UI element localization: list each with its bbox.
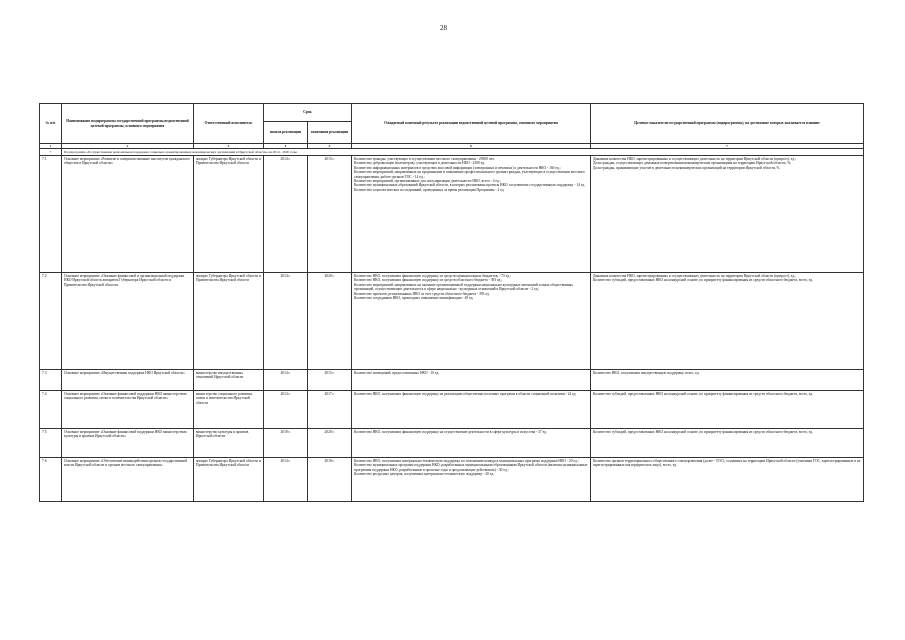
page-number: 28 [440, 24, 447, 32]
measure-name: Основное мероприятие «Оказание финансовой поддержки НКО министерством социального развития, опеки и попечительства Иркутской области» [62, 391, 194, 429]
header-term: Срок [264, 104, 352, 122]
measure-name: Основное мероприятие «Оказание финансовой и организационной поддержки НКО Иркутской области аппаратом Губернатора Иркутской области и Правительства Иркутской области» [62, 273, 194, 370]
end-date: 2020 г. [308, 429, 352, 458]
start-date: 2014 г. [264, 156, 308, 273]
col-number: 6 [352, 144, 591, 149]
table-row [40, 156, 864, 273]
program-table [39, 103, 864, 502]
header-end: окончания реализации [308, 122, 352, 144]
row-number: 7.1 [40, 156, 62, 273]
target-indicators-line: Количество субсидий, предоставленных НКО на конкурсной основе, по приоритету финансирования из средств областного бюджета, всего, ед. [593, 392, 814, 396]
header-start: начала реализации [264, 122, 308, 144]
table-row [40, 458, 864, 502]
target-indicators-line: Доля граждан, осуществляющих денежные пожертвования некоммерческим организациям на территории Иркутской области, %; [593, 161, 792, 166]
header-name: Наименование подпрограммы государственной программы,ведомственной целевой программы, основного мероприятия [62, 104, 194, 144]
end-date: 2017 г. [308, 391, 352, 429]
target-indicators [591, 370, 864, 391]
expected-result [352, 156, 591, 273]
row-number: 7.6 [40, 458, 62, 502]
col-number: 5 [308, 144, 352, 149]
responsible-executor: аппарат Губернатора Иркутской области и Правительства Иркутской области [194, 458, 264, 502]
expected-result-line: Количество НКО, получивших материально-техническую поддержку по положению конкурса муниципальных программ поддержки НКО - 20 ед.; [354, 459, 579, 463]
table-row [40, 370, 864, 391]
end-date: 2015 г. [308, 156, 352, 273]
target-indicators [591, 273, 864, 370]
col-number: 3 [194, 144, 264, 149]
expected-result-line: Количество муниципальных образований Иркутской области, в которых реализованы проекты НКО, получивших государственную поддержку - 14 ед. [354, 183, 586, 188]
expected-result-line: Количество информационных материалов в средствах массовой информации (электронных и печатных) о деятельности НКО - 160 ед.; [354, 165, 561, 170]
expected-result [352, 273, 591, 370]
responsible-executor: министерство культуры и архивов Иркутской области [194, 429, 264, 458]
col-number: 1 [40, 144, 62, 149]
expected-result-line: Количество проектов, реализованных НКО за счет средств областного бюджета - 393 ед. [354, 291, 490, 296]
expected-result-line: Количество социологических исследований, проведенных за время реализации Программы - 2 ед. [354, 187, 505, 192]
expected-result-line: Количество ресурсных центров, получивших материально-техническую поддержку - 20 ед. [354, 472, 495, 477]
target-indicators-line: Количество НКО, получивших имущественную поддержку, всего, ед. [593, 371, 700, 375]
start-date: 2018 г. [264, 429, 308, 458]
expected-result-line: Количество мероприятий, направленных на оказание организационной поддержки национально-культурных автономий и иных общественных организаций, осуществляющих деятельность в сфере национально - культурных отношений в Иркутской области - 2 ед.; [354, 282, 574, 292]
measure-name: Основное мероприятие «Развитие и совершенствование институтов гражданского общества в Иркутской области» [62, 156, 194, 273]
subprogram-title: Подпрограмма «Государственная региональная поддержка социально ориентированных некоммерческих организаций в Иркутской области» на 2014 - 2020 годы [62, 149, 864, 156]
col-number: 2 [62, 144, 194, 149]
expected-result-line: Количество добровольцев (волонтеров), участвующих в деятельности НКО - 2500 ед. [354, 161, 486, 166]
expected-result-line: Количество мероприятий, организованных для популяризации деятельности НКО, всего - 4 ед.; [354, 179, 501, 184]
target-indicators-line: Количество субсидий, предоставленных НКО на конкурсной основе, по приоритету финансирования из средств областного бюджета, всего, ед. [593, 430, 814, 434]
target-indicators [591, 156, 864, 273]
start-date: 2014 г. [264, 458, 308, 502]
responsible-executor: министерство социального развития, опеки и попечительства Иркутской области [194, 391, 264, 429]
subprogram-row [40, 149, 864, 156]
header-executor: Ответственный исполнитель [194, 104, 264, 144]
responsible-executor: министерство имущественных отношений Иркутской области [194, 370, 264, 391]
expected-result-line: Количество НКО, получивших финансовую поддержку на реализацию общественно полезных программ в области социальной политики - 24 ед. [354, 392, 577, 396]
expected-result [352, 370, 591, 391]
measure-name: Основное мероприятие «Оказание финансовой поддержки НКО министерством культуры и архивов Иркутской области» [62, 429, 194, 458]
row-number: 7.5 [40, 429, 62, 458]
responsible-executor: аппарат Губернатора Иркутской области и Правительства Иркутской области [194, 273, 264, 370]
header-indicators: Целевые показатели государственной программы (подпрограммы), на достижение которых оказывается влияние [591, 104, 864, 144]
expected-result-line: Количество мероприятий, направленных на продвижение и повышение профессионального уровня граждан, участвующих в осуществлении местного самоуправления, работе органов ТОС - 14 ед.; [354, 170, 585, 179]
expected-result-line: Количество НКО, получивших финансовую поддержку из средств муниципальных бюджетов, - 75 ед.; [354, 274, 512, 278]
measure-name: Основное мероприятие «Имущественная поддержка НКО Иркутской области» [62, 370, 194, 391]
header-n: № п/п [40, 104, 62, 144]
row-number: 7.4 [40, 391, 62, 429]
target-indicators [591, 429, 864, 458]
start-date: 2014 г. [264, 273, 308, 370]
expected-result [352, 429, 591, 458]
expected-result-line: Количество граждан, участвующих в осуществлении местного самоуправления - 29300 чел. [354, 157, 495, 161]
expected-result-line: Количество помещений, предоставленных НКО - 10 ед. [354, 371, 440, 375]
expected-result-line: Количество НКО, получивших финансовую поддержку из средств областного бюджета - 393 ед.; [354, 278, 503, 283]
row-number: 7.3 [40, 370, 62, 391]
expected-result-line: Количество муниципальных программ поддержки НКО, разработанных муниципальными образованиями Иркутской области (включая муниципальные программы поддержки НКО, разработанные в прошлые годы и продолжающие действовать) - 30 ед.; [354, 463, 588, 472]
table-row [40, 429, 864, 458]
responsible-executor: аппарат Губернатора Иркутской области и Правительства Иркутской области [194, 156, 264, 273]
target-indicators-line: Количество субсидий, предоставленных НКО на конкурсной основе, по приоритету финансирования из средств областного бюджета, всего, ед. [593, 278, 814, 283]
start-date: 2014 г. [264, 391, 308, 429]
end-date: 2015 г. [308, 370, 352, 391]
expected-result-line: Количество НКО, получивших финансовую поддержку на осуществление деятельности в сфере культуры и искусства - 37 ед. [354, 430, 547, 434]
measure-name: Основное мероприятие «Обеспечение взаимодействия органов государственной власти Иркутской области и органов местного самоуправления» [62, 458, 194, 502]
target-indicators-line: Доля граждан, принимающих участие в деятельности некоммерческих организаций на территории Иркутской области, % [593, 165, 780, 170]
col-number: 7 [591, 144, 864, 149]
target-indicators [591, 391, 864, 429]
target-indicators-line: Динамика количества НКО, зарегистрированных и осуществляющих деятельность на территории Иркутской области (прирост), ед.; [593, 157, 797, 161]
end-date: 2018 г. [308, 458, 352, 502]
end-date: 2020 г. [308, 273, 352, 370]
start-date: 2014 г. [264, 370, 308, 391]
target-indicators-line: Количество органов территориального общественного самоуправления (далее - ТОС), созданных на территории Иркутской области (учитывая ТОС, зарегистрированные и не зарегистрированные как юридическое лицо), всего, ед. [593, 459, 861, 468]
expected-result-line: Количество сотрудников НКО, прошедших повышение квалификации - 40 ед. [354, 296, 474, 301]
expected-result [352, 391, 591, 429]
subprogram-number: 7 [40, 149, 62, 156]
target-indicators-line: Динамика количества НКО, зарегистрированных и осуществляющих деятельность на территории Иркутской области (прирост), ед.; [593, 274, 797, 278]
header-result: Ожидаемый конечный результат реализации ведомственной целевой программы, основного мероприятия [352, 104, 591, 144]
col-number: 4 [264, 144, 308, 149]
table-row [40, 391, 864, 429]
target-indicators [591, 458, 864, 502]
table-row [40, 273, 864, 370]
row-number: 7.2 [40, 273, 62, 370]
expected-result [352, 458, 591, 502]
